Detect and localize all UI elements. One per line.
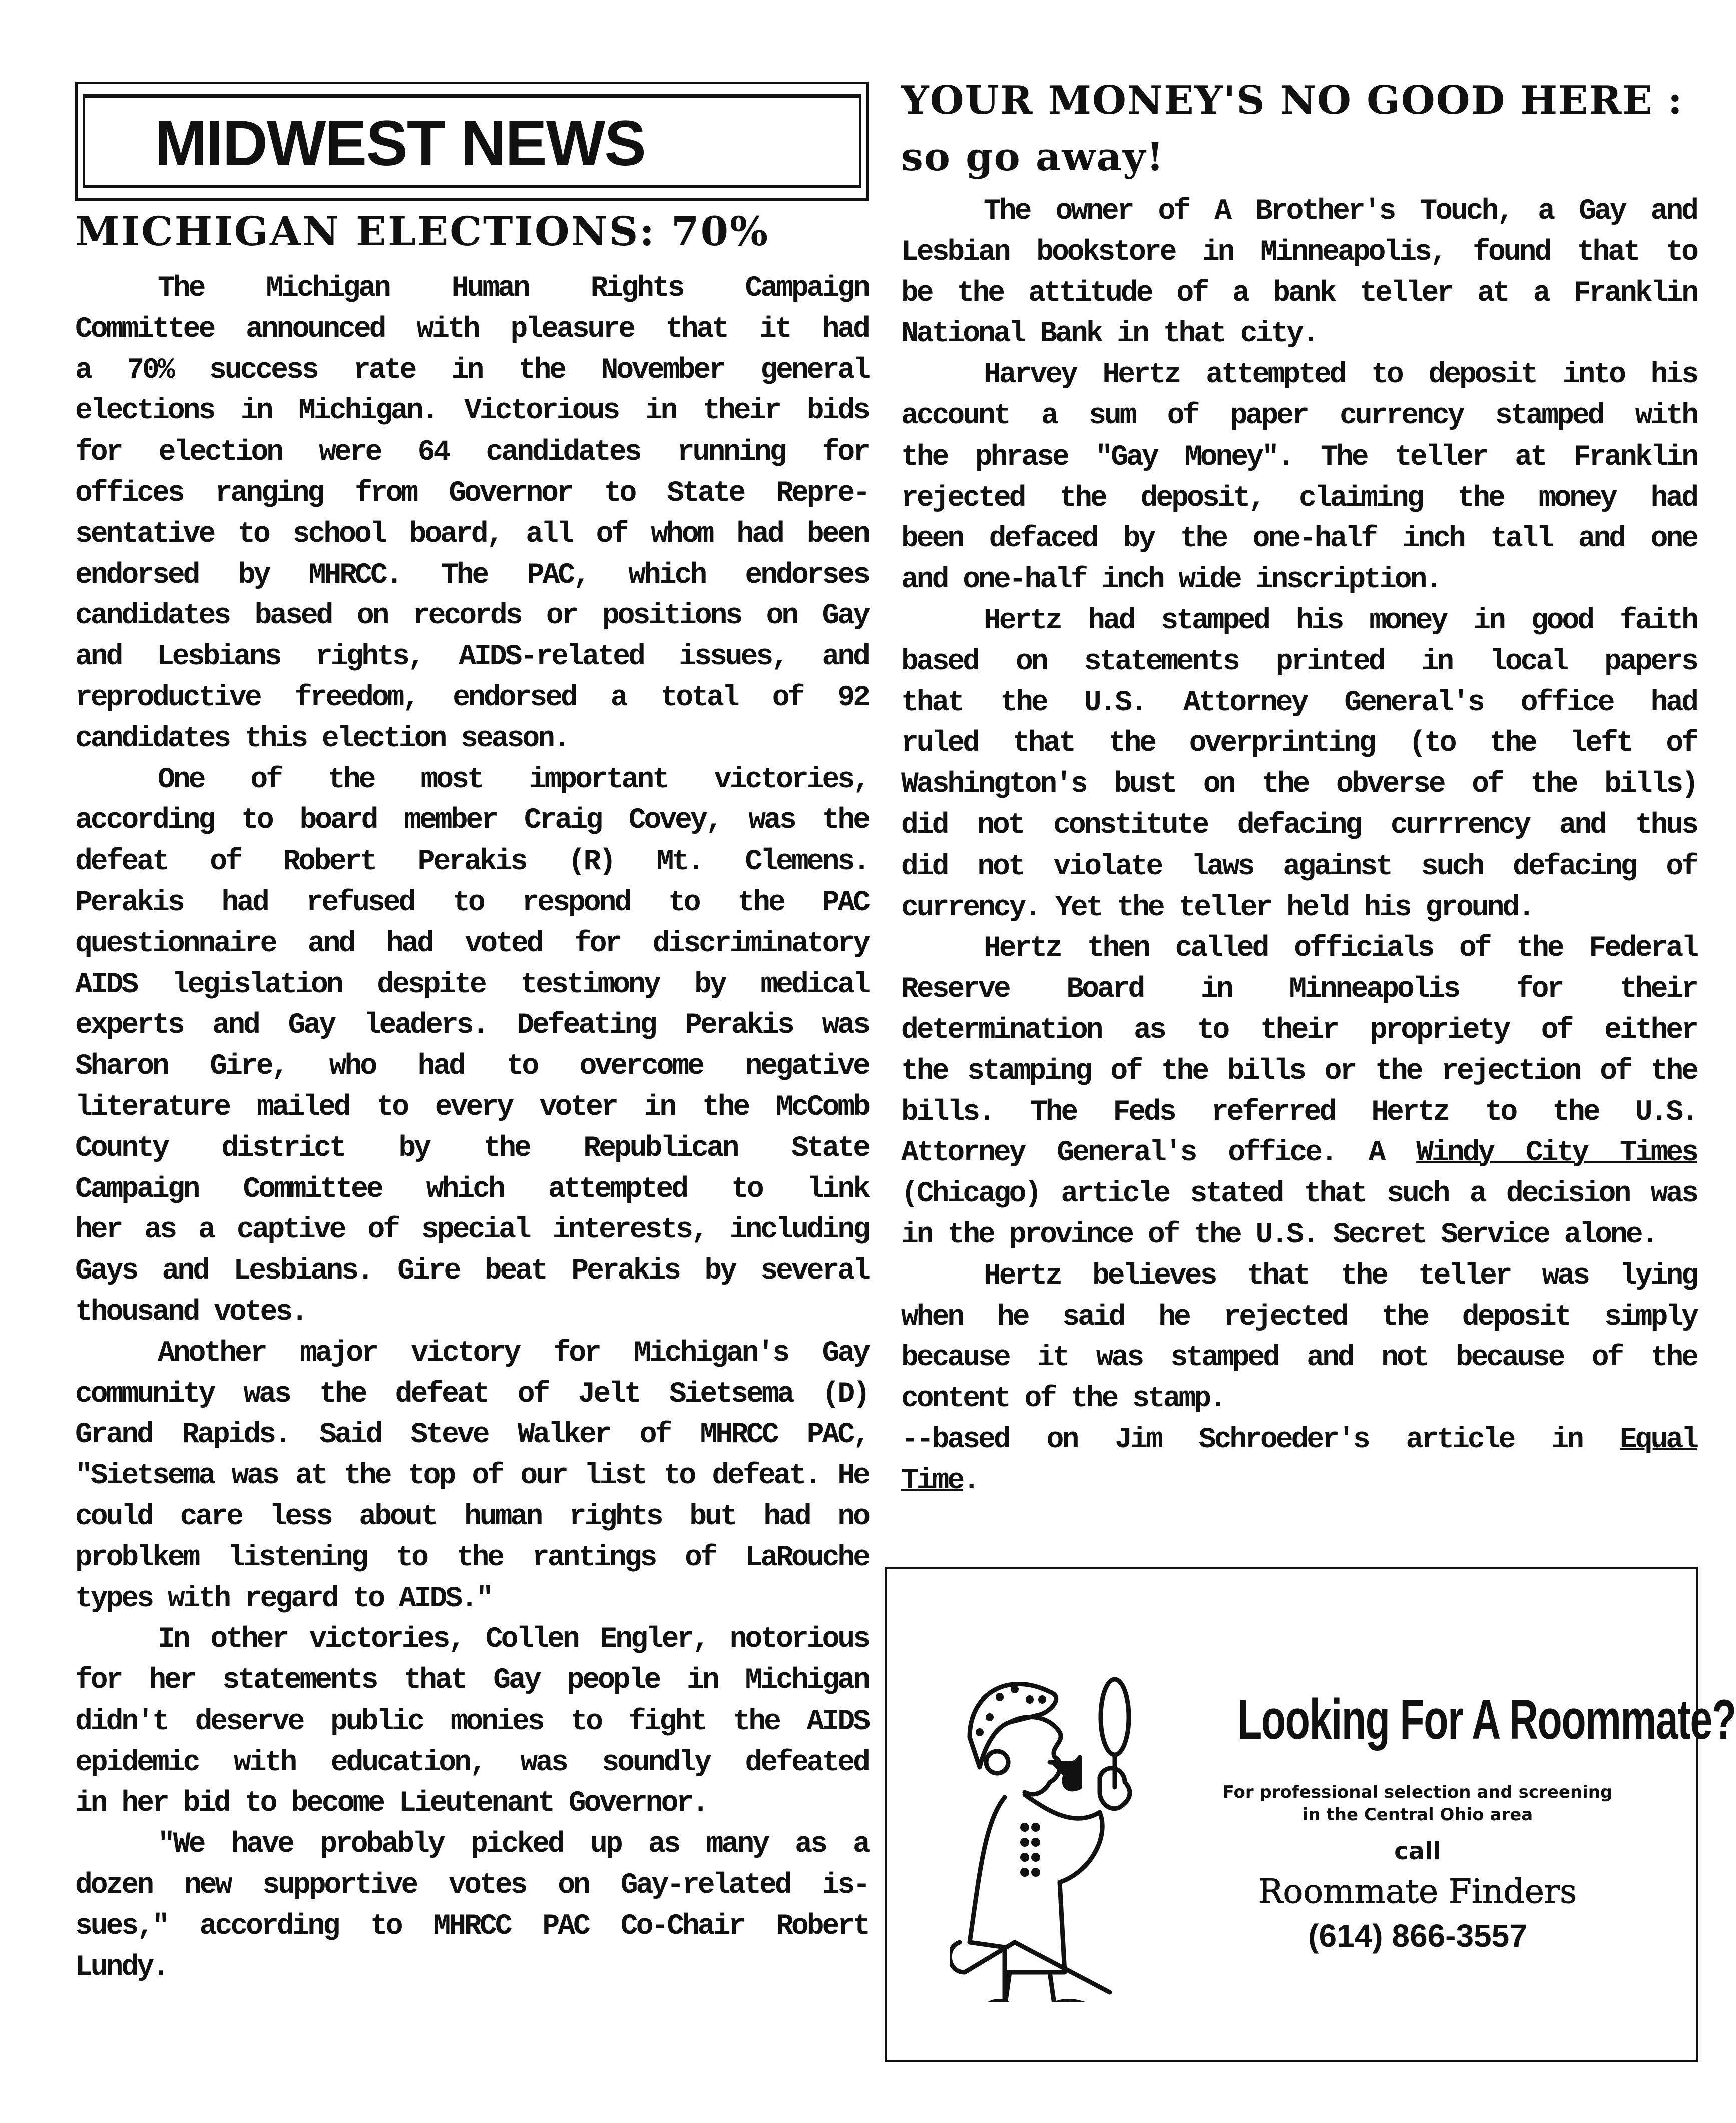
text-line bbox=[901, 396, 1697, 437]
text-line-content: --based on Jim Schroeder's article in bbox=[901, 1423, 1620, 1456]
text-line-content: community was the defeat of Jelt Sietsema (D) bbox=[75, 1378, 869, 1411]
text-line-content: sues," according to MHRCC PAC Co-Chair Robert bbox=[75, 1910, 869, 1943]
text-line bbox=[75, 1660, 869, 1702]
text-line-content: currency. Yet the teller held his ground. bbox=[901, 891, 1534, 924]
text-line-content: Campaign Committee which attempted to link bbox=[75, 1173, 869, 1206]
text-line-content: In other victories, Collen Engler, notorious bbox=[158, 1623, 869, 1656]
michigan-elections-headline: MICHIGAN ELECTIONS: 70% bbox=[75, 208, 770, 255]
text-line-content: when he said he rejected the deposit simply bbox=[901, 1301, 1697, 1334]
text-line bbox=[75, 637, 869, 678]
text-line bbox=[901, 969, 1697, 1010]
text-line bbox=[75, 555, 869, 596]
text-line-content: for election were 64 candidates running for bbox=[75, 436, 869, 469]
text-line bbox=[75, 1619, 869, 1660]
text-line bbox=[901, 355, 1697, 396]
text-line-content: defeat of Robert Perakis (R) Mt. Clemens. bbox=[75, 845, 869, 879]
roommate-finders-ad bbox=[885, 1567, 1736, 2062]
text-line-content: the stamping of the bills or the rejection of the bbox=[901, 1055, 1697, 1088]
text-line-content: based on statements printed in local papers bbox=[901, 645, 1697, 678]
text-line bbox=[75, 841, 869, 883]
text-line-content: County district by the Republican State bbox=[75, 1132, 869, 1165]
text-line-content: epidemic with education, was soundly defeated bbox=[75, 1746, 869, 1779]
text-line-content: account a sum of paper currency stamped with bbox=[901, 399, 1697, 433]
text-line-content: Lesbian bookstore in Minneapolis, found that to bbox=[901, 236, 1697, 269]
text-line bbox=[901, 642, 1697, 683]
text-line bbox=[75, 678, 869, 719]
text-line-content: ruled that the overprinting (to the left of bbox=[901, 727, 1697, 760]
text-line-content: Lundy. bbox=[75, 1951, 168, 1984]
text-line bbox=[901, 1379, 1697, 1420]
text-line-content: content of the stamp. bbox=[901, 1383, 1225, 1416]
text-line bbox=[75, 965, 869, 1006]
text-line-content: offices ranging from Governor to State Repre- bbox=[75, 477, 869, 510]
text-line-content: Reserve Board in Minneapolis for their bbox=[901, 973, 1697, 1006]
text-line-content: The owner of A Brother's Touch, a Gay and bbox=[984, 195, 1697, 228]
text-line bbox=[901, 1092, 1697, 1133]
text-line bbox=[75, 760, 869, 801]
text-line bbox=[75, 1005, 869, 1046]
text-line bbox=[75, 1087, 869, 1128]
text-line bbox=[901, 519, 1697, 560]
text-line-content: Harvey Hertz attempted to deposit into his bbox=[984, 359, 1697, 392]
text-line-content: candidates based on records or positions on Gay bbox=[75, 600, 869, 633]
text-line bbox=[75, 1579, 869, 1620]
text-line-content: thousand votes. bbox=[75, 1296, 307, 1329]
money-headline-line2: so go away! bbox=[901, 134, 1165, 180]
text-line bbox=[75, 1783, 869, 1824]
text-line bbox=[75, 1169, 869, 1210]
text-line bbox=[75, 596, 869, 637]
text-line bbox=[901, 560, 1697, 601]
text-line bbox=[75, 350, 869, 391]
text-line bbox=[75, 1210, 869, 1251]
masthead-inner-frame bbox=[83, 94, 861, 188]
text-line bbox=[75, 1374, 869, 1415]
text-line-content: Washington's bust on the obverse of the bills) bbox=[901, 768, 1697, 801]
money-article bbox=[901, 191, 1697, 1502]
text-line-content: Another major victory for Michigan's Gay bbox=[158, 1337, 869, 1370]
text-line bbox=[75, 1333, 869, 1374]
text-line bbox=[75, 1743, 869, 1784]
text-line bbox=[75, 1251, 869, 1292]
text-line bbox=[901, 1297, 1697, 1338]
text-line-content: her as a captive of special interests, including bbox=[75, 1214, 869, 1247]
text-line bbox=[75, 1415, 869, 1456]
text-line-content: National Bank in that city. bbox=[901, 318, 1318, 351]
text-line bbox=[75, 391, 869, 432]
text-line-content: Committee announced with pleasure that it had bbox=[75, 313, 869, 346]
text-line bbox=[901, 764, 1697, 805]
text-line-content: Hertz then called officials of the Federal bbox=[984, 932, 1697, 965]
detective-illustration-icon bbox=[950, 1662, 1170, 2002]
text-line-content: did not violate laws against such defacing of bbox=[901, 850, 1697, 883]
text-line-content: did not constitute defacing currrency and thus bbox=[901, 809, 1697, 842]
text-line bbox=[901, 191, 1697, 232]
text-line-content: rejected the deposit, claiming the money had bbox=[901, 482, 1697, 515]
section-title: MIDWEST NEWS bbox=[155, 108, 645, 179]
text-line-content: endorsed by MHRCC. The PAC, which endorses bbox=[75, 559, 869, 592]
text-line bbox=[75, 432, 869, 473]
text-line-content: and one-half inch wide inscription. bbox=[901, 564, 1441, 597]
text-line-content: literature mailed to every voter in the McComb bbox=[75, 1091, 869, 1124]
text-line-content: be the attitude of a bank teller at a Franklin bbox=[901, 277, 1697, 310]
text-line-content: Sharon Gire, who had to overcome negative bbox=[75, 1050, 869, 1083]
text-line bbox=[75, 1702, 869, 1743]
text-line-content: Hertz believes that the teller was lying bbox=[984, 1259, 1697, 1293]
text-line-content: AIDS legislation despite testimony by medical bbox=[75, 968, 869, 1001]
text-line bbox=[75, 473, 869, 514]
text-line bbox=[75, 1865, 869, 1906]
text-line bbox=[75, 1497, 869, 1538]
text-line-content: Grand Rapids. Said Steve Walker of MHRCC PAC, bbox=[75, 1419, 869, 1452]
text-line-content: questionnaire and had voted for discriminatory bbox=[75, 927, 869, 960]
text-line bbox=[75, 883, 869, 924]
text-line-content: experts and Gay leaders. Defeating Perakis was bbox=[75, 1009, 869, 1042]
text-line-content: The Michigan Human Rights Campaign bbox=[158, 272, 869, 305]
ad-headline: Looking For A Roommate? bbox=[1237, 1688, 1736, 1751]
text-line bbox=[75, 800, 869, 841]
text-line-content: Hertz had stamped his money in good faith bbox=[984, 604, 1697, 637]
text-line bbox=[901, 683, 1697, 724]
text-line-content: Perakis had refused to respond to the PAC bbox=[75, 886, 869, 919]
text-line bbox=[901, 1133, 1697, 1174]
text-line bbox=[901, 314, 1697, 355]
text-line-content: for her statements that Gay people in Michigan bbox=[75, 1664, 869, 1697]
michigan-elections-article bbox=[75, 268, 869, 1988]
text-line-content: elections in Michigan. Victorious in their bids bbox=[75, 395, 869, 428]
text-line bbox=[901, 928, 1697, 969]
text-line-content: "Sietsema was at the top of our list to defeat. He bbox=[75, 1460, 869, 1493]
text-line-content: that the U.S. Attorney General's office had bbox=[901, 686, 1697, 719]
text-line bbox=[901, 1420, 1697, 1461]
text-line bbox=[75, 309, 869, 350]
text-line-content: according to board member Craig Covey, was the bbox=[75, 804, 869, 837]
ad-subline-1: For professional selection and screening bbox=[1222, 1782, 1613, 1802]
ad-call-label: call bbox=[1394, 1837, 1441, 1865]
text-line bbox=[901, 232, 1697, 273]
text-line-content: types with regard to AIDS." bbox=[75, 1582, 492, 1615]
text-line bbox=[901, 1215, 1697, 1256]
text-line-content: Attorney General's office. A bbox=[901, 1137, 1417, 1170]
text-line-content: a 70% success rate in the November general bbox=[75, 354, 869, 387]
publication-title: Equal bbox=[1619, 1423, 1697, 1456]
text-line bbox=[75, 1456, 869, 1497]
text-line bbox=[901, 1256, 1697, 1297]
text-line bbox=[901, 846, 1697, 888]
text-line bbox=[75, 719, 869, 760]
text-line bbox=[75, 514, 869, 555]
text-line-content: (Chicago) article stated that such a decision was bbox=[901, 1178, 1697, 1211]
ad-phone-number: (614) 866-3557 bbox=[1308, 1918, 1527, 1954]
text-line bbox=[901, 478, 1697, 519]
text-line bbox=[901, 723, 1697, 764]
text-line-content: the phrase "Gay Money". The teller at Franklin bbox=[901, 441, 1697, 474]
ad-company-name: Roommate Finders bbox=[1258, 1872, 1577, 1911]
publication-title: Time bbox=[901, 1464, 963, 1497]
text-line bbox=[75, 1947, 869, 1988]
text-line-content: Gays and Lesbians. Gire beat Perakis by several bbox=[75, 1255, 869, 1288]
text-line bbox=[75, 1906, 869, 1947]
text-line bbox=[901, 437, 1697, 478]
text-line bbox=[901, 1051, 1697, 1092]
money-headline-line1: YOUR MONEY'S NO GOOD HERE : bbox=[901, 78, 1683, 123]
text-line-content: reproductive freedom, endorsed a total of 92 bbox=[75, 681, 869, 714]
text-line bbox=[901, 888, 1697, 929]
text-line bbox=[901, 273, 1697, 314]
text-line-content: could care less about human rights but had no bbox=[75, 1500, 869, 1533]
text-line bbox=[75, 1128, 869, 1169]
text-line bbox=[75, 268, 869, 309]
ad-subline-2: in the Central Ohio area bbox=[1302, 1805, 1533, 1825]
text-line-content: and Lesbians rights, AIDS-related issues, and bbox=[75, 641, 869, 674]
text-line-content: in the province of the U.S. Secret Service alone. bbox=[901, 1218, 1657, 1251]
text-line-content: determination as to their propriety of either bbox=[901, 1014, 1697, 1047]
text-line-content: problkem listening to the rantings of LaRouche bbox=[75, 1541, 869, 1574]
text-line bbox=[75, 1292, 869, 1333]
publication-title: Windy City Times bbox=[1416, 1137, 1697, 1170]
text-line bbox=[75, 1824, 869, 1865]
section-masthead bbox=[75, 82, 869, 201]
text-line bbox=[901, 1010, 1697, 1051]
text-line-content: didn't deserve public monies to fight the AIDS bbox=[75, 1705, 869, 1738]
text-line bbox=[901, 601, 1697, 642]
text-line-content: been defaced by the one-half inch tall and one bbox=[901, 523, 1697, 556]
text-line bbox=[75, 1538, 869, 1579]
text-line-content: bills. The Feds referred Hertz to the U.S. bbox=[901, 1096, 1697, 1129]
text-line bbox=[75, 924, 869, 965]
text-line-content: dozen new supportive votes on Gay-related is- bbox=[75, 1869, 869, 1902]
text-line-content: in her bid to become Lieutenant Governor. bbox=[75, 1787, 708, 1820]
text-line-content: "We have probably picked up as many as a bbox=[158, 1828, 869, 1861]
text-line-content: sentative to school board, all of whom had been bbox=[75, 518, 869, 551]
text-line bbox=[901, 805, 1697, 846]
text-line-content: One of the most important victories, bbox=[158, 763, 869, 796]
text-line-suffix: . bbox=[963, 1464, 979, 1497]
text-line bbox=[75, 1046, 869, 1087]
text-line bbox=[901, 1338, 1697, 1379]
text-line bbox=[901, 1461, 1697, 1502]
text-line bbox=[901, 1174, 1697, 1215]
text-line-content: candidates this election season. bbox=[75, 722, 569, 755]
text-line-content: because it was stamped and not because of the bbox=[901, 1342, 1697, 1375]
